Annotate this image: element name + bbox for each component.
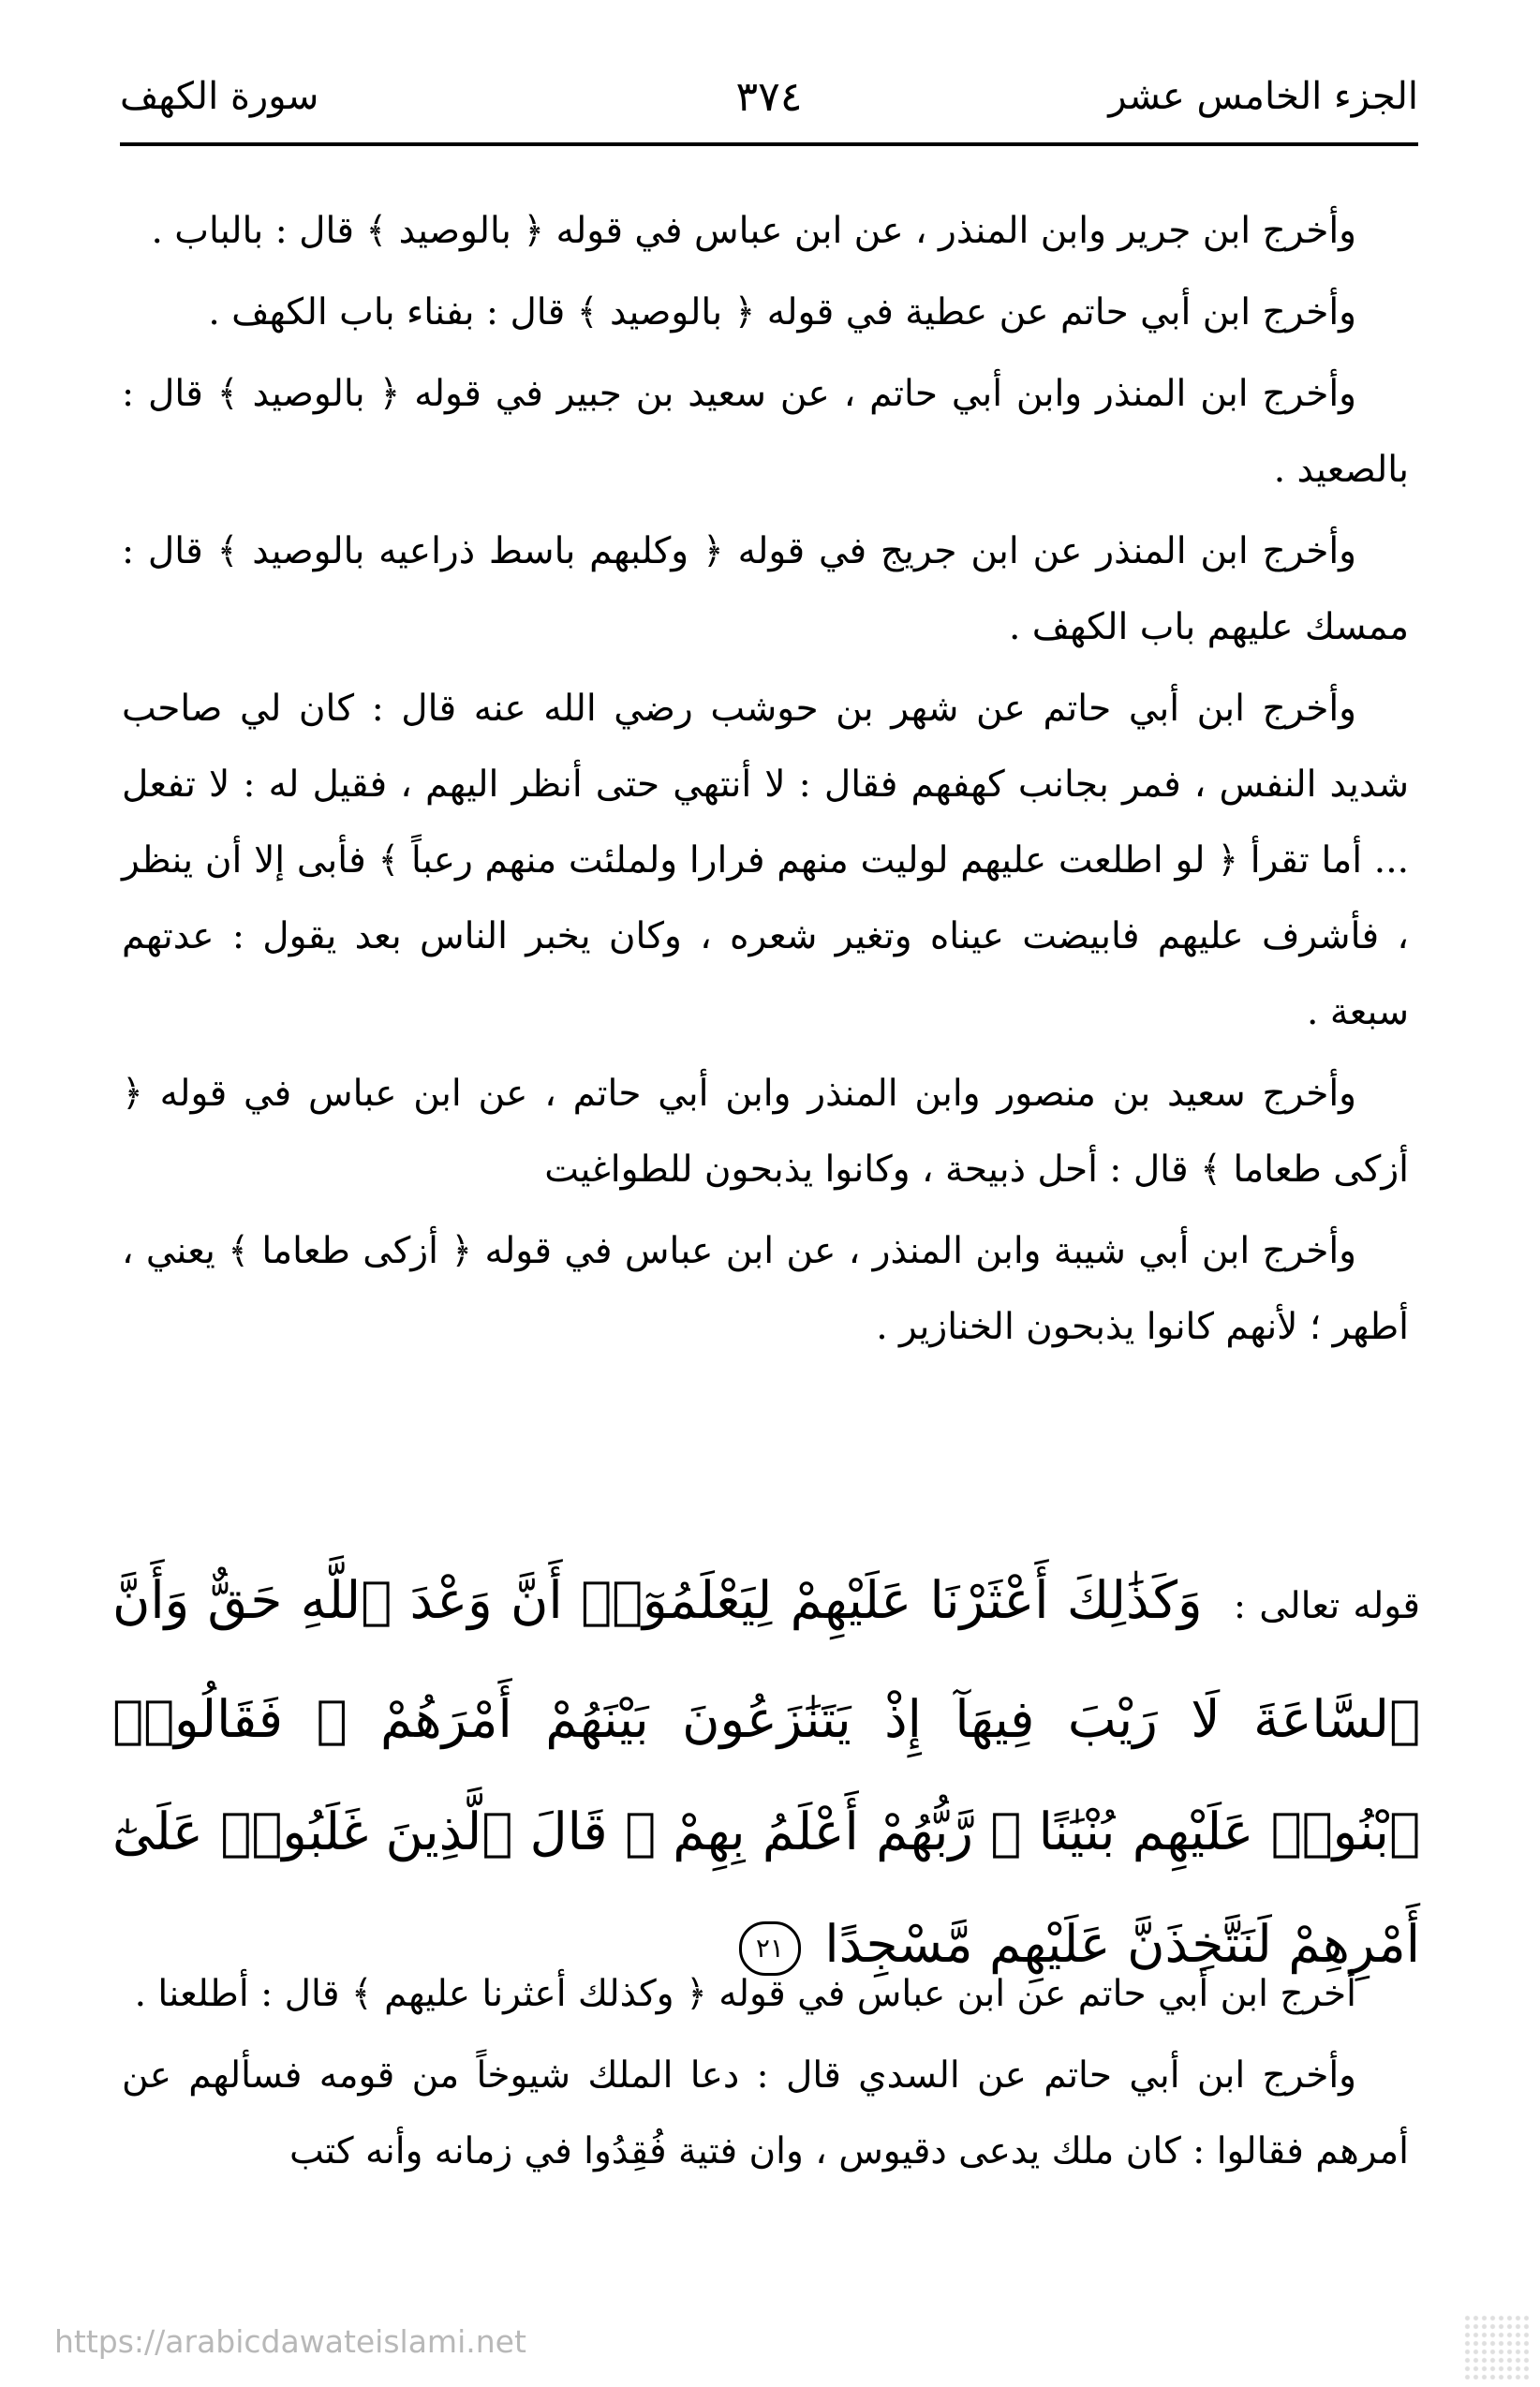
paragraph: وأخرج سعيد بن منصور وابن المنذر وابن أبي حاتم ، عن ابن عباس في قوله ﴿ أزكى طعاما ﴾ قال : أحل ذبيحة ، وكانوا يذبحون للطواغيت bbox=[122, 1073, 1409, 1191]
source-watermark: https://arabicdawateislami.net bbox=[54, 2323, 526, 2360]
surah-title: سورة الكهف bbox=[120, 75, 319, 118]
part-title: الجزء الخامس عشر bbox=[1108, 75, 1418, 118]
quran-verse-block bbox=[112, 1544, 1420, 2000]
paragraph: وأخرج ابن أبي حاتم عن السدي قال : دعا الملك شيوخاً من قومه فسألهم عن أمرهم فقالوا : كان ملك يدعى دقيوس ، وان فتية فُقِدُوا في زمانه وأنه كتب bbox=[122, 2054, 1409, 2172]
header-rule bbox=[120, 142, 1418, 146]
ayah-number-marker: ٢١ bbox=[739, 1921, 801, 1976]
verse-text: وَكَذَٰلِكَ أَعْثَرْنَا عَلَيْهِمْ لِيَعْلَمُوٓا۟ أَنَّ وَعْدَ ٱللَّهِ حَقٌّ وَأَنَّ ٱلسَّاعَةَ لَا رَيْبَ فِيهَآ إِذْ يَتَنَٰزَعُونَ بَيْنَهُمْ أَمْرَهُمْ ۖ فَقَالُوا۟ ٱبْنُوا۟ عَلَيْهِم بُنْيَٰنًا ۖ رَّبُّهُمْ أَعْلَمُ بِهِمْ ۚ قَالَ ٱلَّذِينَ غَلَبُوا۟ عَلَىٰٓ أَمْرِهِمْ لَنَتَّخِذَنَّ عَلَيْهِم مَّسْجِدًا bbox=[112, 1570, 1420, 1974]
paragraph: وأخرج ابن المنذر عن ابن جريج في قوله ﴿ وكلبهم باسط ذراعيه بالوصيد ﴾ قال : ممسك عليهم باب الكهف . bbox=[122, 530, 1409, 648]
paragraph: وأخرج ابن المنذر وابن أبي حاتم ، عن سعيد بن جبير في قوله ﴿ بالوصيد ﴾ قال : بالصعيد . bbox=[122, 373, 1409, 491]
scan-speckle bbox=[1463, 2314, 1529, 2380]
verse-intro: قوله تعالى : bbox=[1233, 1585, 1420, 1627]
paragraph: وأخرج ابن جرير وابن المنذر ، عن ابن عباس في قوله ﴿ بالوصيد ﴾ قال : بالباب . bbox=[151, 210, 1356, 252]
paragraph: وأخرج ابن أبي شيبة وابن المنذر ، عن ابن عباس في قوله ﴿ أزكى طعاما ﴾ يعني ، أطهر ؛ لأنهم كانوا يذبحون الخنازير . bbox=[122, 1230, 1409, 1348]
page-number: ٣٧٤ bbox=[735, 72, 803, 121]
paragraph: أخرج ابن أبي حاتم عن ابن عباس في قوله ﴿ وكذلك أعثرنا عليهم ﴾ قال : أطلعنا . bbox=[134, 1973, 1356, 2015]
commentary-section-continued bbox=[122, 1956, 1409, 2195]
paragraph: وأخرج ابن أبي حاتم عن شهر بن حوشب رضي الله عنه قال : كان لي صاحب شديد النفس ، فمر بجانب كهفهم فقال : لا أنتهي حتى أنظر اليهم ، فقيل له : لا تفعل ... أما تقرأ ﴿ لو اطلعت عليهم لوليت منهم فرارا ولملئت منهم رعباً ﴾ فأبى إلا أن ينظر ، فأشرف عليهم فابيضت عيناه وتغير شعره ، وكان يخبر الناس بعد يقول : عدتهم سبعة . bbox=[122, 688, 1409, 1033]
page-header bbox=[120, 54, 1418, 139]
paragraph: وأخرج ابن أبي حاتم عن عطية في قوله ﴿ بالوصيد ﴾ قال : بفناء باب الكهف . bbox=[208, 291, 1356, 334]
commentary-section bbox=[122, 193, 1409, 1371]
